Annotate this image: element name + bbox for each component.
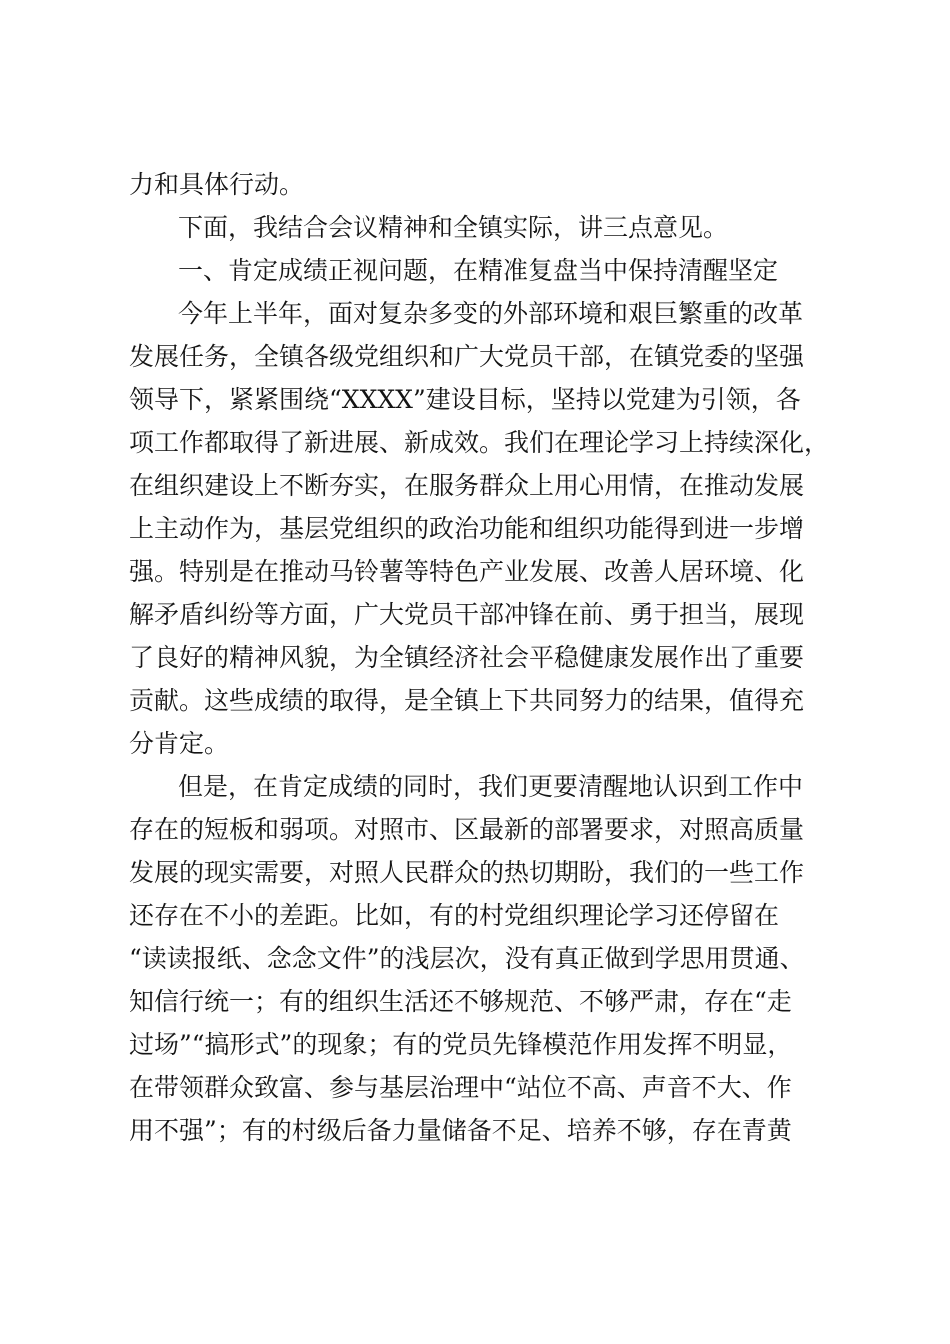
paragraph-line: 在带领群众致富、参与基层治理中“站位不高、声音不大、作 xyxy=(129,1073,792,1102)
paragraph-line: 上主动作为，基层党组织的政治功能和组织功能得到进一步增 xyxy=(129,514,805,543)
paragraph-line: 还存在不小的差距。比如，有的村党组织理论学习还停留在 xyxy=(129,901,780,930)
paragraph-line: 项工作都取得了新进展、新成效。我们在理论学习上持续深化， xyxy=(129,428,830,457)
paragraph-line: 过场”“搞形式”的现象；有的党员先锋模范作用发挥不明显， xyxy=(129,1030,793,1059)
paragraph-line: 解矛盾纠纷等方面，广大党员干部冲锋在前、勇于担当，展现 xyxy=(129,600,805,629)
paragraph-line: 知信行统一；有的组织生活还不够规范、不够严肃，存在“走 xyxy=(129,987,792,1016)
paragraph-line: 领导下，紧紧围绕“XXXX”建设目标，坚持以党建为引领，各 xyxy=(129,385,801,414)
paragraph-line: 强。特别是在推动马铃薯等特色产业发展、改善人居环境、化 xyxy=(129,557,805,586)
paragraph-line: 了良好的精神风貌，为全镇经济社会平稳健康发展作出了重要 xyxy=(129,643,805,672)
section-heading: 一、肯定成绩正视问题，在精准复盘当中保持清醒坚定 xyxy=(178,256,779,285)
paragraph-line: “读读报纸、念念文件”的浅层次，没有真正做到学思用贯通、 xyxy=(129,944,805,973)
paragraph-line: 但是，在肯定成绩的同时，我们更要清醒地认识到工作中 xyxy=(178,772,804,801)
paragraph-line: 存在的短板和弱项。对照市、区最新的部署要求，对照高质量 xyxy=(129,815,805,844)
paragraph-line: 发展的现实需要，对照人民群众的热切期盼，我们的一些工作 xyxy=(129,858,805,887)
paragraph-line: 力和具体行动。 xyxy=(129,170,305,199)
paragraph-line: 分肯定。 xyxy=(129,729,230,758)
paragraph-line: 今年上半年，面对复杂多变的外部环境和艰巨繁重的改革 xyxy=(178,299,804,328)
paragraph-line: 用不强”；有的村级后备力量储备不足、培养不够，存在青黄 xyxy=(129,1116,792,1145)
paragraph-line: 发展任务，全镇各级党组织和广大党员干部，在镇党委的坚强 xyxy=(129,342,805,371)
paragraph-line: 贡献。这些成绩的取得，是全镇上下共同努力的结果，值得充 xyxy=(129,686,805,715)
paragraph-line: 在组织建设上不断夯实，在服务群众上用心用情，在推动发展 xyxy=(129,471,805,500)
paragraph-line: 下面，我结合会议精神和全镇实际，讲三点意见。 xyxy=(178,213,729,242)
